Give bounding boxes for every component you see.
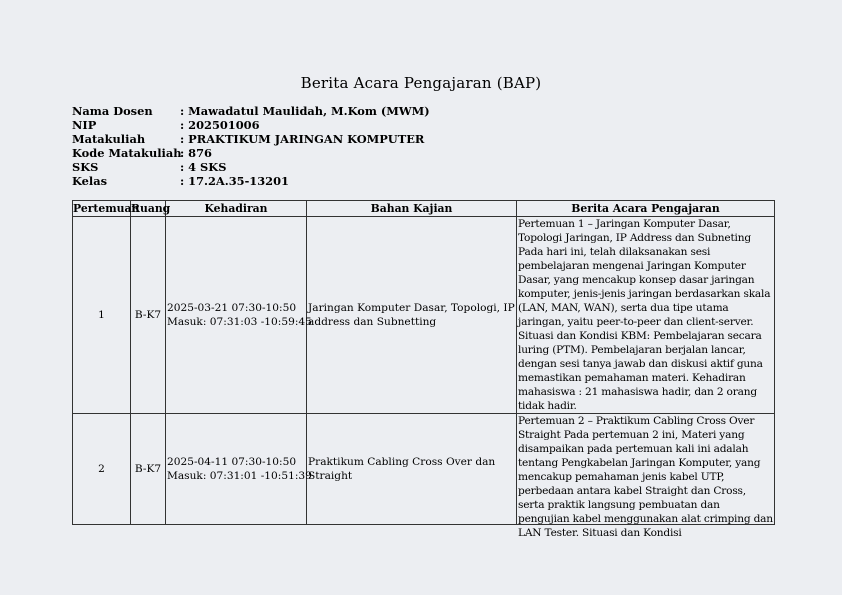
info-value: : 876 bbox=[180, 146, 212, 160]
berita-acara-text: Pertemuan 2 – Praktikum Cabling Cross Over Straight Pada pertemuan 2 ini, Materi yang disampaikan pada pertemuan kali ini adalah tentang Pengkabelan Jaringan Komputer, yang mencakup pemahaman jenis kabel UTP, perbedaan antara kabel Straight dan Cross, serta praktik langsung pembuatan dan pengujian kabel menggunakan alat crimping dan LAN Tester. Situasi dan Kondisi bbox=[518, 415, 773, 539]
header-ruang: Ruang bbox=[131, 202, 171, 215]
info-label: Nama Dosen bbox=[72, 104, 153, 118]
info-row-matakuliah bbox=[72, 132, 430, 146]
pertemuan-cell: 1 bbox=[73, 217, 131, 414]
table-row bbox=[73, 217, 775, 414]
course-info bbox=[72, 104, 430, 188]
page-title: Berita Acara Pengajaran (BAP) bbox=[300, 74, 542, 92]
berita-acara-cell bbox=[517, 414, 775, 539]
info-label: NIP bbox=[72, 118, 97, 132]
info-label: Kelas bbox=[72, 174, 108, 188]
info-row-kode-matakuliah bbox=[72, 146, 430, 160]
berita-acara-cell: Pertemuan 1 – Jaringan Komputer Dasar, Topologi Jaringan, IP Address dan Subneting Pada hari ini, telah dilaksanakan sesi pembelajaran mengenai Jaringan Komputer Dasar, yang mencakup konsep dasar jaringan komputer, jenis-jenis jaringan berdasarkan skala (LAN, MAN, WAN), serta dua tipe utama jaringan, yaitu peer-to-peer dan client-server. Situasi dan Kondisi KBM: Pembelajaran secara luring (PTM). Pembelajaran berjalan lancar, dengan sesi tanya jawab dan diskusi aktif guna memastikan pemahaman materi. Kehadiran mahasiswa : 21 mahasiswa hadir, dan 2 orang tidak hadir. bbox=[517, 217, 775, 414]
info-value: : 4 SKS bbox=[180, 160, 227, 174]
bahan-kajian-cell: Jaringan Komputer Dasar, Topologi, IP address dan Subnetting bbox=[307, 217, 517, 414]
table-header-row bbox=[73, 201, 775, 217]
info-label: Matakuliah bbox=[72, 132, 146, 146]
info-row-sks bbox=[72, 160, 430, 174]
header-kehadiran: Kehadiran bbox=[166, 201, 307, 217]
info-value: : 202501006 bbox=[180, 118, 260, 132]
info-label: SKS bbox=[72, 160, 99, 174]
info-row-kelas bbox=[72, 174, 430, 188]
info-row-nip bbox=[72, 118, 430, 132]
jadwal-text: 2025-04-11 07:30-10:50 bbox=[167, 456, 297, 468]
header-berita-acara: Berita Acara Pengajaran bbox=[517, 201, 775, 217]
info-row-nama-dosen bbox=[72, 104, 430, 118]
masuk-text: Masuk: 07:31:03 -10:59:45 bbox=[167, 316, 312, 328]
header-bahan-kajian: Bahan Kajian bbox=[307, 201, 517, 217]
info-value: : Mawadatul Maulidah, M.Kom (MWM) bbox=[180, 104, 430, 118]
header-pertemuan: Pertemuan bbox=[73, 202, 140, 215]
jadwal-text: 2025-03-21 07:30-10:50 bbox=[167, 302, 297, 314]
masuk-text: Masuk: 07:31:01 -10:51:39 bbox=[167, 470, 312, 482]
kehadiran-cell bbox=[166, 414, 312, 525]
bahan-kajian-cell: Praktikum Cabling Cross Over dan Straight bbox=[307, 414, 517, 525]
info-value: : PRAKTIKUM JARINGAN KOMPUTER bbox=[180, 132, 425, 146]
kehadiran-cell bbox=[166, 217, 312, 414]
pertemuan-cell: 2 bbox=[73, 414, 131, 525]
ruang-cell: B-K7 bbox=[131, 414, 166, 525]
info-value: : 17.2A.35-13201 bbox=[180, 174, 289, 188]
table-row bbox=[73, 414, 775, 525]
info-label: Kode Matakuliah bbox=[72, 146, 182, 160]
bap-table bbox=[72, 200, 775, 539]
ruang-cell: B-K7 bbox=[131, 217, 166, 414]
